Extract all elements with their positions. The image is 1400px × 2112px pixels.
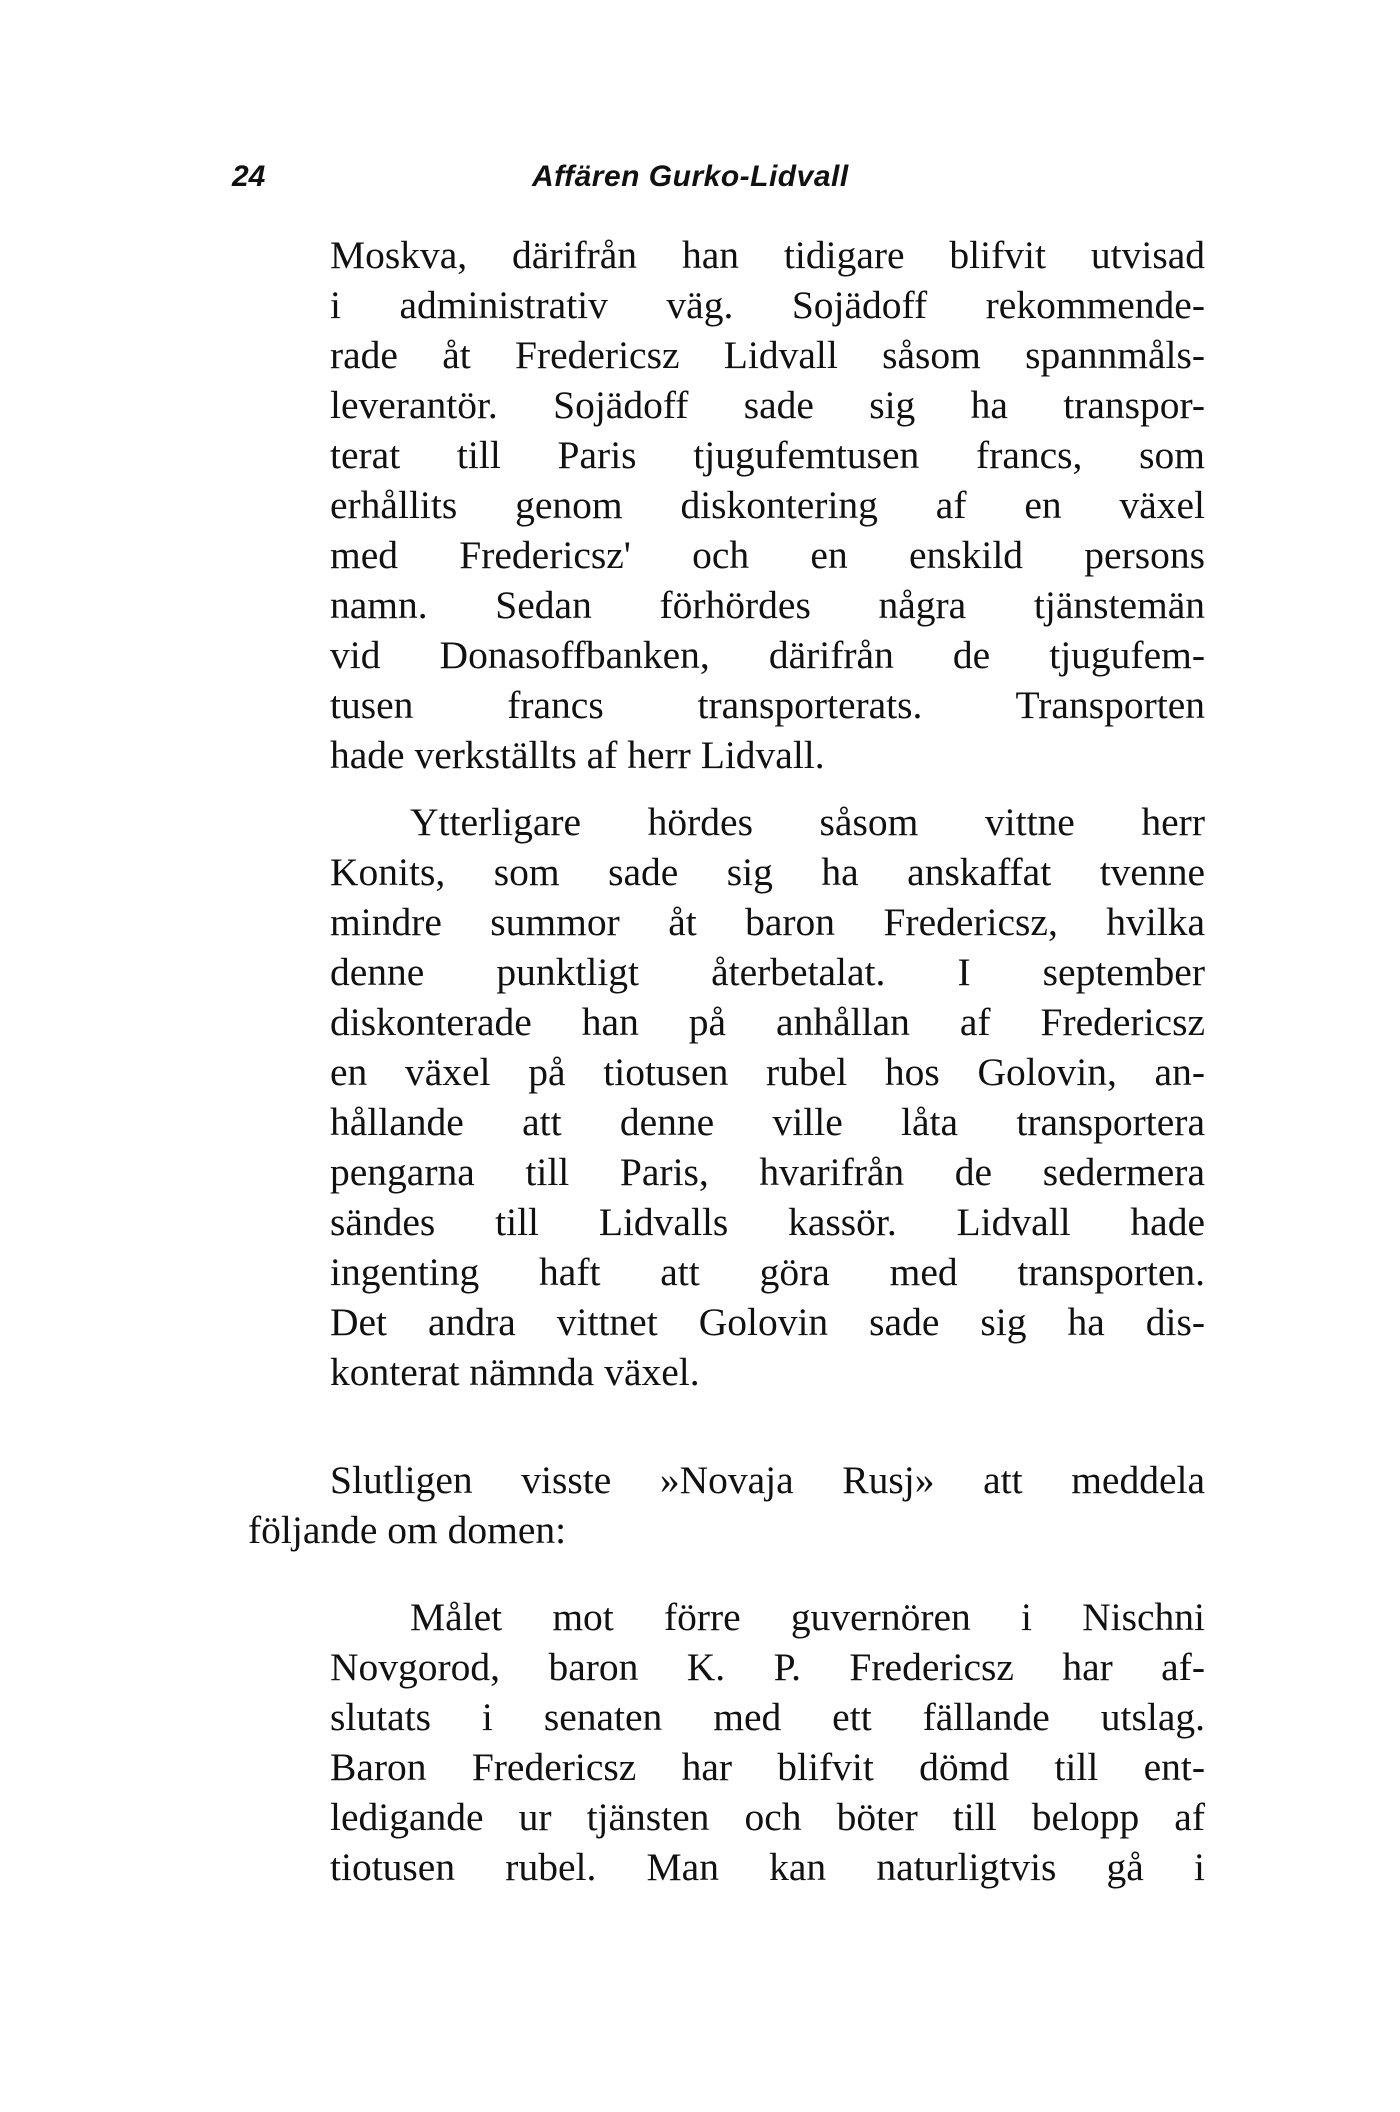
paragraph-testimony-konits	[330, 797, 1205, 1397]
text-line: Moskva, därifrån han tidigare blifvit utvisad	[330, 233, 1205, 277]
text-line: ingenting haft att göra med transporten.	[330, 1250, 1205, 1294]
text-line: slutats i senaten med ett fällande utslag.	[330, 1695, 1205, 1739]
text-line: terat till Paris tjugufemtusen francs, som	[330, 433, 1205, 477]
page-number: 24	[232, 160, 266, 193]
text-line: diskonterade han på anhållan af Fredericsz	[330, 1000, 1205, 1044]
text-line: ledigande ur tjänsten och böter till belopp af	[330, 1795, 1205, 1839]
text-line: hållande att denne ville låta transportera	[330, 1100, 1205, 1144]
text-line: namn. Sedan förhördes några tjänstemän	[330, 583, 1205, 627]
paragraph-testimony-sojadoff	[330, 230, 1205, 780]
text-line: med Fredericsz' och en enskild persons	[330, 533, 1205, 577]
running-title: Affären Gurko-Lidvall	[532, 160, 849, 193]
text-line: Det andra vittnet Golovin sade sig ha dis-	[330, 1300, 1205, 1344]
text-line: Ytterligare hördes såsom vittne herr	[410, 800, 1205, 844]
text-line: mindre summor åt baron Fredericsz, hvilka	[330, 900, 1205, 944]
text-line: rade åt Fredericsz Lidvall såsom spannmåls-	[330, 333, 1205, 377]
text-line: sändes till Lidvalls kassör. Lidvall hade	[330, 1200, 1205, 1244]
text-line: Slutligen visste »Novaja Rusj» att meddela	[330, 1458, 1205, 1502]
text-line: leverantör. Sojädoff sade sig ha transpor-	[330, 383, 1205, 427]
text-line: tusen francs transporterats. Transporten	[330, 683, 1205, 727]
text-line: Konits, som sade sig ha anskaffat tvenne	[330, 850, 1205, 894]
running-head	[232, 160, 1202, 210]
text-line: i administrativ väg. Sojädoff rekommende-	[330, 283, 1205, 327]
text-line: tiotusen rubel. Man kan naturligtvis gå i	[330, 1845, 1205, 1889]
paragraph-narration	[248, 1455, 1205, 1555]
text-line: denne punktligt återbetalat. I september	[330, 950, 1205, 994]
text-line: en växel på tiotusen rubel hos Golovin, an-	[330, 1050, 1205, 1094]
text-line: Baron Fredericsz har blifvit dömd till ent-	[330, 1745, 1205, 1789]
text-line: Målet mot förre guvernören i Nischni	[410, 1595, 1205, 1639]
paragraph-quoted-verdict	[330, 1592, 1205, 1892]
text-line: Novgorod, baron K. P. Fredericsz har af-	[330, 1645, 1205, 1689]
text-line: konterat nämnda växel.	[330, 1350, 700, 1394]
text-line: hade verkställts af herr Lidvall.	[330, 733, 825, 777]
text-line: följande om domen:	[248, 1508, 567, 1552]
text-line: vid Donasoffbanken, därifrån de tjugufem-	[330, 633, 1205, 677]
text-line: erhållits genom diskontering af en växel	[330, 483, 1205, 527]
text-line: pengarna till Paris, hvarifrån de sedermera	[330, 1150, 1205, 1194]
